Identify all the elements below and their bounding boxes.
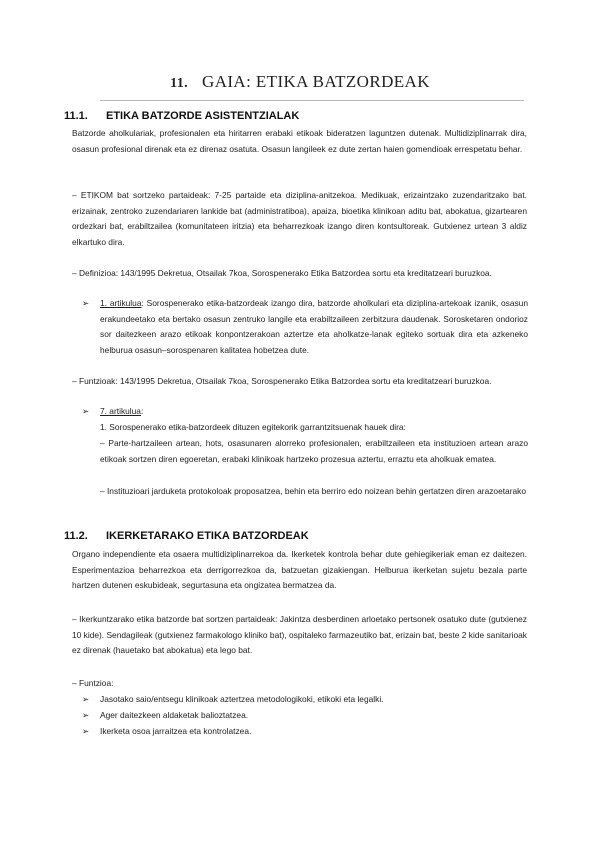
section1-funtzioak-paragraph: – Funtzioak: 143/1995 Dekretua, Otsailak 7koa, Sorospenerako Etika Batzordea sortu eta kreditatzeari buruzkoa. xyxy=(72,376,492,386)
section-heading-11-2 xyxy=(64,530,309,542)
article-7-item xyxy=(82,404,528,420)
arrow-bullet-icon: ➢ xyxy=(82,710,90,720)
arrow-bullet-icon: ➢ xyxy=(82,406,90,416)
section2-partaideak-paragraph: – Ikerkuntzarako etika batzorde bat sortzen partaideak: Jakintza desberdinen arloetako pertsonek osatuko dute (gutxienez 10 kide). Sendagileak (gutxienez farmakologo kliniko bat), ospitaleko farmazeutiko bat, erizain bat, beste 2 kide sanitarioak ez direnak (hauetako bat abokatua) eta lego bat. xyxy=(72,614,527,655)
article-7-colon: : xyxy=(140,406,144,416)
funtzioa-list-item xyxy=(82,692,528,708)
article-1-item xyxy=(82,296,528,358)
funtzioa-item-text: Ager daitezkeen aldaketak balioztatzea. xyxy=(100,710,249,720)
section1-definizioa-paragraph: – Definizioa: 143/1995 Dekretua, Otsailak 7koa, Sorospenerako Etika Batzordea sortu eta kreditatzeari buruzkoa. xyxy=(72,268,492,278)
section-title: IKERKETARAKO ETIKA BATZORDEAK xyxy=(106,530,309,542)
section-heading-11-1 xyxy=(64,110,299,122)
chapter-title-text: GAIA: ETIKA BATZORDEAK xyxy=(202,72,430,91)
article-7-point-1: 1. Sorospenerako etika-batzordeek dituzen egitekorik garrantzitsuenak hauek dira: xyxy=(100,422,406,432)
section2-funtzioa-label: – Funtzioa: xyxy=(72,678,114,688)
article-1-body: : Sorospenerako etika-batzordeak izango dira, batzorde aholkulari eta diziplina-artekoak izanik, osasun erakundeetako eta bertako osasun zentruko langile eta erabiltzaileen zerbitzura daudenak. Sorosketaren ondorioz sor daitezkeen arazo etikoak konpontzerakoan aztertze eta aholkatze-lanak egiteko sortuak dira eta azkeneko helburua osasun–sorospenaren kalitatea hobetzea dute. xyxy=(100,298,528,355)
section-number: 11.2. xyxy=(64,530,88,542)
article-7-heading xyxy=(100,404,528,420)
arrow-bullet-icon: ➢ xyxy=(82,694,90,704)
funtzioa-item-text: Jasotako saio/entsegu klinikoak aztertzea metodologikoki, etikoki eta legalki. xyxy=(100,694,384,704)
section1-intro: Batzorde aholkulariak, profesionalen eta hiritarren erabaki etikoak bideratzen laguntzen dutenak. Multidiziplinarrak dira, osasun profesional direnak eta ez direnaz osatuta. Osasun langileek ez dute zertan haien gomendioak errespetatu behar. xyxy=(72,128,527,154)
article-7-point-3: – Instituzioari jarduketa protokoloak proposatzea, behin eta berriro edo noizean behin gertatzen diren arazoetarako xyxy=(100,486,527,496)
article-7-point-2: – Parte-hartzaileen artean, hots, osasunaren alorreko profesionalen, erabiltzaileen eta instituzioen artean arazo etikoak sortzen diren egoeretan, erabaki klinikoak hartzeko prozesua aztertu, erraztu eta aholkuak ematea. xyxy=(100,438,528,464)
funtzioa-list-item xyxy=(82,708,528,724)
arrow-bullet-icon: ➢ xyxy=(82,298,90,308)
funtzioa-item-text: Ikerketa osoa jarraitzea eta kontrolatzea. xyxy=(100,726,252,736)
arrow-bullet-icon: ➢ xyxy=(82,726,90,736)
chapter-title xyxy=(0,72,600,92)
section1-etikom-paragraph: – ETIKOM bat sortzeko partaideak: 7-25 partaide eta diziplina-anitzekoa. Medikuak, erizaintzako zuzendaritzako bat. erizainak, zentroko zuzendariaren lankide bat (administratiboa), apaiza, bioetika klinikoan aditu bat, abokatua, gizartearen ordezkari bat, erabiltzailea (komunitateen iritzia) eta beharrezkoak izango diren kontsultoreak. Gutxienez urtean 3 aldiz elkartuko dira. xyxy=(72,190,527,247)
section-title: ETIKA BATZORDE ASISTENTZIALAK xyxy=(106,110,300,122)
article-1-label: 1. artikulua xyxy=(100,298,142,308)
article-1-text xyxy=(100,296,528,358)
funtzioa-list-item xyxy=(82,724,528,740)
section-number: 11.1. xyxy=(64,110,88,122)
section2-intro: Organo independiente eta osaera multidiziplinarrekoa da. Ikerketek kontrola behar dute gehiegikeriak eman ez daitezen. Esperimentazioa beharrezkoa eta derrigorrezkoa da, batzuetan gizakiengan. Helburua ikerketan sujetu bezala parte hartzen dutenen eskubideak, segurtasuna eta ongizatea bermatzea da. xyxy=(72,549,527,590)
article-7-label: 7. artikulua xyxy=(100,406,141,416)
chapter-number: 11. xyxy=(170,76,189,91)
title-divider xyxy=(100,100,524,101)
